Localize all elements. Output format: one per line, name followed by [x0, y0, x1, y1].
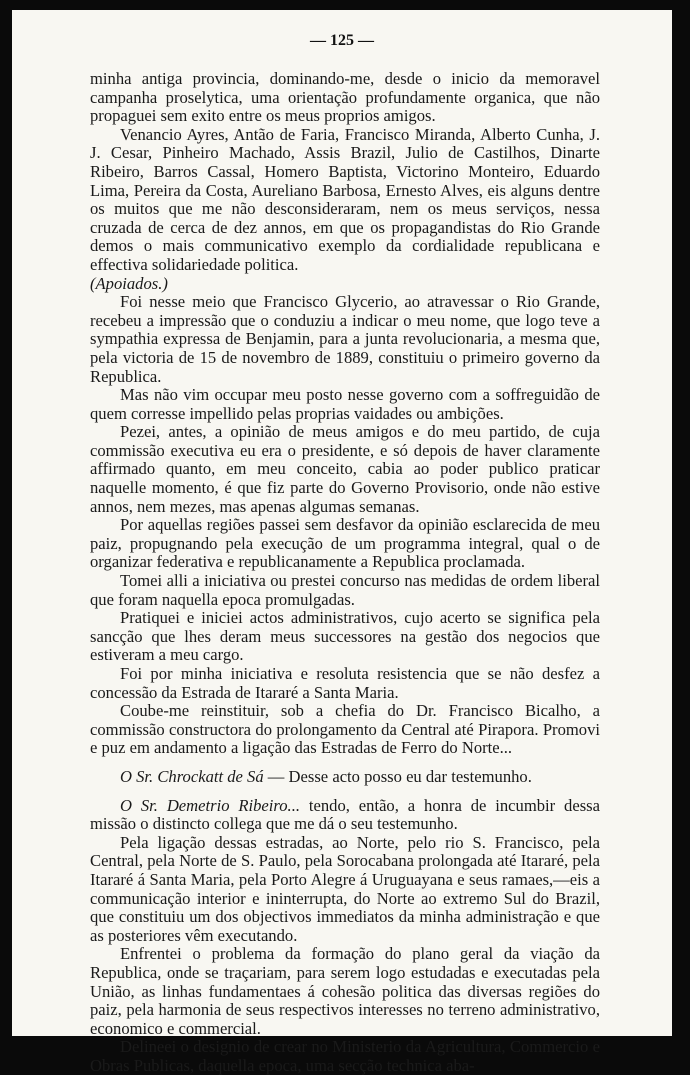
speech-text: — Desse acto posso eu dar testemunho. — [263, 766, 532, 786]
speaker-name: O Sr. Chrockatt de Sá — [120, 766, 264, 786]
page-number-header: — 125 — — [310, 32, 374, 49]
speaker-name: O Sr. Demetrio Ribeiro... — [120, 795, 300, 815]
paragraph-9: Pratiquei e iniciei actos administrativos, cujo acerto se significa pela sancção que lhes deram meus successores na gestão dos negocios que estiveram a meu cargo. — [90, 608, 600, 665]
paragraph-8: Tomei alli a iniciativa ou prestei concurso nas medidas de ordem liberal que foram naquella epoca promulgadas. — [90, 571, 600, 609]
paragraph-16: Delineei o designio de crear no Ministerio da Agricultura, Commercio e Obras Publicas, daquella epoca, uma secção technica aba- — [90, 1037, 600, 1075]
body-text — [90, 70, 600, 1075]
paragraph-15: Enfrentei o problema da formação do plano geral da viação da Republica, onde se traçariam, para serem logo estudadas e executadas pela União, as linhas fundamentaes á cohesão politica das diversas regiões do paiz, pela harmonia de seus respectivos interesses no terreno administrativo, economico e commercial. — [90, 944, 600, 1038]
paragraph-7: Por aquellas regiões passei sem desfavor da opinião esclarecida de meu paiz, propugnando pela execução de um programma integral, qual o de organizar federativa e republicanamente a Republica proclamada. — [90, 515, 600, 572]
paragraph-14: Pela ligação dessas estradas, ao Norte, pelo rio S. Francisco, pela Central, pela Norte de S. Paulo, pela Sorocabana prolongada até Itararé, pela Itararé á Santa Maria, pela Porto Alegre á Uruguayana e seus ramaes,—eis a communicação interior e ininterrupta, do Norte ao extremo Sul do Brazil, que constituiu um dos objectivos immediatos da minha administração e que as posteriores vêm executando. — [90, 832, 600, 945]
speech-text: tendo, então, a honra de incumbir dessa missão o distincto collega que me dá o seu testemunho. — [90, 795, 600, 834]
paragraph-4: Foi nesse meio que Francisco Glycerio, ao atravessar o Rio Grande, recebeu a impressão que o conduziu a indicar o meu nome, que logo teve a sympathia expressa de Benjamin, para a junta revolucionaria, a mesma que, pela victoria de 15 de novembro de 1889, constituiu o primeiro governo da Republica. — [90, 292, 600, 386]
paragraph-10: Foi por minha iniciativa e resoluta resistencia que se não desfez a concessão da Estrada de Itararé a Santa Maria. — [90, 664, 600, 702]
paragraph-apoiados: (Apoiados.) — [90, 273, 168, 293]
paragraph-speech-chrockatt — [90, 768, 600, 787]
document-page — [12, 10, 672, 1075]
paragraph-1: minha antiga provincia, dominando-me, desde o inicio da memoravel campanha proselytica, uma orientação profundamente organica, que não propaguei sem exito entre os meus proprios amigos. — [90, 69, 600, 126]
paragraph-11: Coube-me reinstituir, sob a chefia do Dr. Francisco Bicalho, a commissão constructora do prolongamento da Central até Pirapora. Promovi e puz em andamento a ligação das Estradas de Ferro do Norte... — [90, 701, 600, 758]
paragraph-2: Venancio Ayres, Antão de Faria, Francisco Miranda, Alberto Cunha, J. J. Cesar, Pinheiro Machado, Assis Brazil, Julio de Castilhos, Dinarte Ribeiro, Barros Cassal, Homero Baptista, Victorino Monteiro, Eduardo Lima, Pereira da Costa, Aureliano Barbosa, Ernesto Alves, eis alguns dentre os muitos que me não desconsideraram, nem os meus serviços, nessa cruzada de cerca de dez annos, em que os propagandistas do Rio Grande demos o mais communicativo exemplo da cordialidade republicana e effectiva solidariedade politica. — [90, 124, 600, 274]
paragraph-5: Mas não vim occupar meu posto nesse governo com a soffreguidão de quem corresse impellido pelas proprias vaidades ou ambições. — [90, 385, 600, 423]
paragraph-6: Pezei, antes, a opinião de meus amigos e do meu partido, de cuja commissão executiva eu era o presidente, e só depois de haver claramente affirmado quanto, em meu conceito, cabia ao poder publico praticar naquelle momento, é que fiz parte do Governo Provisorio, onde não estive annos, nem mezes, mas apenas algumas semanas. — [90, 422, 600, 516]
paragraph-speech-demetrio — [90, 797, 600, 834]
